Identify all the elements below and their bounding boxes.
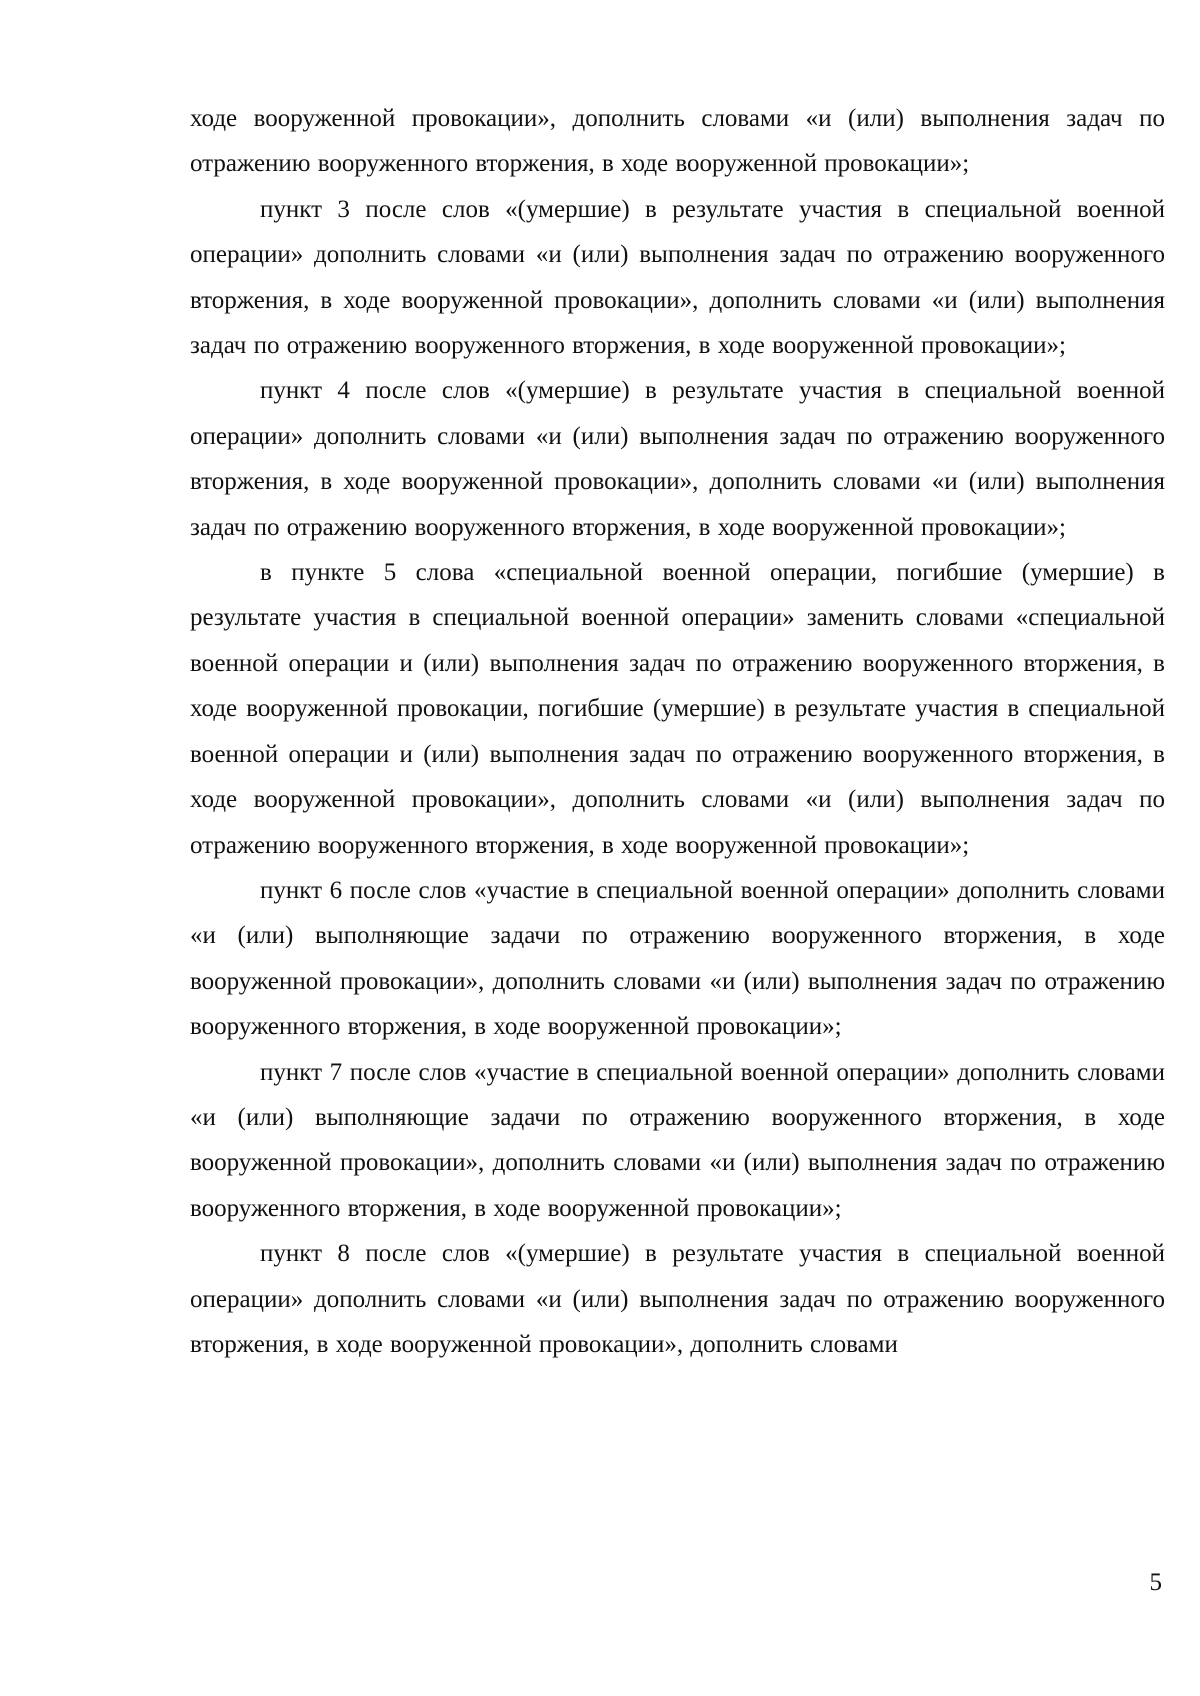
paragraph-item-6: пункт 6 после слов «участие в специальной военной операции» дополнить словами «и (или) выполняющие задачи по отражению вооруженного вторжения, в ходе вооруженной провокации», дополнить словами «и (или) выполнения задач по отражению вооруженного вторжения, в ходе вооруженной провокации»; xyxy=(190,876,1165,1041)
paragraph-continuation: ходе вооруженной провокации», дополнить словами «и (или) выполнения задач по отражению вооруженного вторжения, в ходе вооруженной провокации»; xyxy=(190,105,1165,178)
paragraph-item-4: пункт 4 после слов «(умершие) в результате участия в специальной военной операции» дополнить словами «и (или) выполнения задач по отражению вооруженного вторжения, в ходе вооруженной провокации», дополнить словами «и (или) выполнения задач по отражению вооруженного вторжения, в ходе вооруженной провокации»; xyxy=(190,377,1165,541)
paragraph-item-7: пункт 7 после слов «участие в специальной военной операции» дополнить словами «и (или) выполняющие задачи по отражению вооруженного вторжения, в ходе вооруженной провокации», дополнить словами «и (или) выполнения задач по отражению вооруженного вторжения, в ходе вооруженной провокации»; xyxy=(190,1058,1165,1222)
paragraph-item-3: пункт 3 после слов «(умершие) в результате участия в специальной военной операции» дополнить словами «и (или) выполнения задач по отражению вооруженного вторжения, в ходе вооруженной провокации», дополнить словами «и (или) выполнения задач по отражению вооруженного вторжения, в ходе вооруженной провокации»; xyxy=(190,195,1165,360)
document-body xyxy=(190,96,1165,1367)
paragraph-item-5: в пункте 5 слова «специальной военной операции, погибшие (умершие) в результате участия в специальной военной операции» заменить словами «специальной военной операции и (или) выполнения задач по отражению вооруженного вторжения, в ходе вооруженной провокации, погибшие (умершие) в результате участия в специальной военной операции и (или) выполнения задач по отражению вооруженного вторжения, в ходе вооруженной провокации», дополнить словами «и (или) выполнения задач по отражению вооруженного вторжения, в ходе вооруженной провокации»; xyxy=(190,559,1165,859)
page-number: 5 xyxy=(1149,1569,1162,1596)
paragraph-item-8: пункт 8 после слов «(умершие) в результате участия в специальной военной операции» дополнить словами «и (или) выполнения задач по отражению вооруженного вторжения, в ходе вооруженной провокации», дополнить словами xyxy=(190,1240,1165,1358)
